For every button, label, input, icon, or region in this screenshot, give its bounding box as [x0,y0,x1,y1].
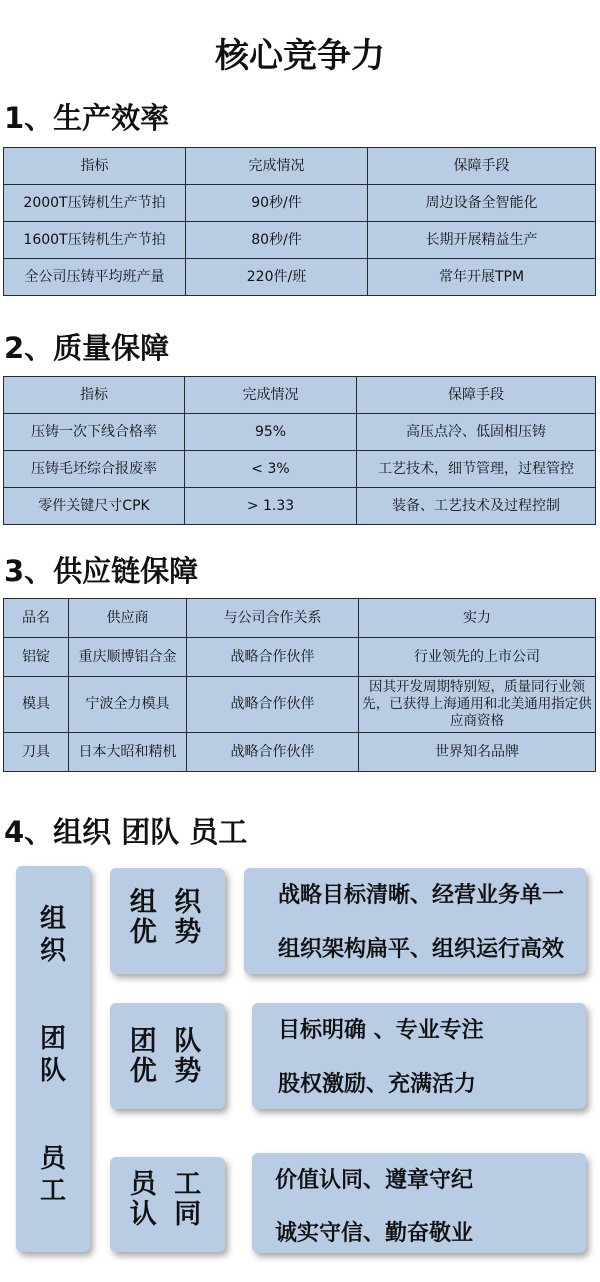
team-left-label [33,1023,73,1087]
label-line: 组 织 [129,887,206,918]
header-cell: 实力 [359,599,596,638]
table-cell: 行业领先的上市公司 [359,638,596,677]
table-cell: 铝锭 [4,638,69,677]
header-cell: 保障手段 [357,377,596,414]
table-cell: 2000T压铸机生产节拍 [4,185,186,222]
header-cell: 供应商 [69,599,187,638]
staff-left-char: 工 [39,1176,66,1206]
table-row [4,488,596,525]
table-row [4,677,596,733]
org-left-char: 织 [39,936,66,966]
label-line: 优 势 [129,917,206,948]
table-header-row [4,377,596,414]
table-cell: 宁波全力模具 [69,677,187,733]
table-cell: 95% [185,414,357,451]
team-left-char: 团 [39,1024,66,1054]
table-cell: < 3% [185,451,357,488]
detail-line: 价值认同、遵章守纪 [275,1168,474,1193]
table-cell: 全公司压铸平均班产量 [4,259,186,296]
table-row [4,259,596,296]
header-cell: 与公司合作关系 [187,599,359,638]
table-cell: 压铸毛坯综合报废率 [4,451,185,488]
org-left-char: 组 [39,904,66,934]
label-line: 员 工 [129,1169,206,1200]
table-cell: 刀具 [4,733,69,772]
header-cell: 指标 [4,377,185,414]
table-cell: 战略合作伙伴 [187,733,359,772]
table-row [4,185,596,222]
label-line: 优 势 [129,1056,206,1087]
table-cell: 220件/班 [186,259,368,296]
detail-line: 战略目标清晰、经营业务单一 [278,883,565,908]
header-cell: 完成情况 [186,148,368,185]
header-cell: 品名 [4,599,69,638]
staff-recognition-label [110,1170,225,1230]
table-cell: 模具 [4,677,69,733]
table-cell: 长期开展精益生产 [368,222,596,259]
section-heading-quality: 2、质量保障 [4,331,170,365]
org-left-label [33,903,73,967]
table-cell: 工艺技术，细节管理，过程管控 [357,451,596,488]
header-cell: 完成情况 [185,377,357,414]
table-row [4,638,596,677]
table-cell: 1600T压铸机生产节拍 [4,222,186,259]
staff-left-char: 员 [39,1144,66,1174]
table-cell: 零件关键尺寸CPK [4,488,185,525]
label-line: 认 同 [129,1199,206,1230]
section-heading-supply: 3、供应链保障 [4,554,199,588]
section-heading-org: 4、组织 团队 员工 [4,815,248,849]
detail-line: 目标明确 、专业专注 [278,1018,484,1043]
table-cell: 80秒/件 [186,222,368,259]
table-cell: 重庆顺博铝合金 [69,638,187,677]
page-title: 核心竞争力 [215,36,385,76]
table-cell: 战略合作伙伴 [187,677,359,733]
detail-line: 股权激励、充满活力 [278,1072,477,1097]
detail-line: 诚实守信、勤奋敬业 [275,1221,474,1246]
table-row [4,414,596,451]
production-table [3,147,596,296]
table-cell: 压铸一次下线合格率 [4,414,185,451]
detail-line: 组织架构扁平、组织运行高效 [278,937,565,962]
table-row [4,733,596,772]
supply-table [3,598,596,772]
org-advantage-label [110,888,225,948]
table-cell: 周边设备全智能化 [368,185,596,222]
table-cell: > 1.33 [185,488,357,525]
label-line: 团 队 [129,1026,206,1057]
table-cell: 世界知名品牌 [359,733,596,772]
header-cell: 指标 [4,148,186,185]
team-advantage-label [110,1027,225,1087]
table-cell: 常年开展TPM [368,259,596,296]
table-row [4,451,596,488]
table-cell: 高压点冷、低固相压铸 [357,414,596,451]
table-cell: 90秒/件 [186,185,368,222]
table-cell: 因其开发周期特别短，质量同行业领先，已获得上海通用和北美通用指定供应商资格 [359,677,596,733]
table-row [4,222,596,259]
table-cell: 日本大昭和精机 [69,733,187,772]
table-cell: 装备、工艺技术及过程控制 [357,488,596,525]
quality-table [3,376,596,525]
table-header-row [4,599,596,638]
staff-left-label [33,1143,73,1207]
table-cell: 战略合作伙伴 [187,638,359,677]
section-heading-production: 1、生产效率 [4,101,170,135]
header-cell: 保障手段 [368,148,596,185]
table-header-row [4,148,596,185]
team-left-char: 队 [39,1056,66,1086]
